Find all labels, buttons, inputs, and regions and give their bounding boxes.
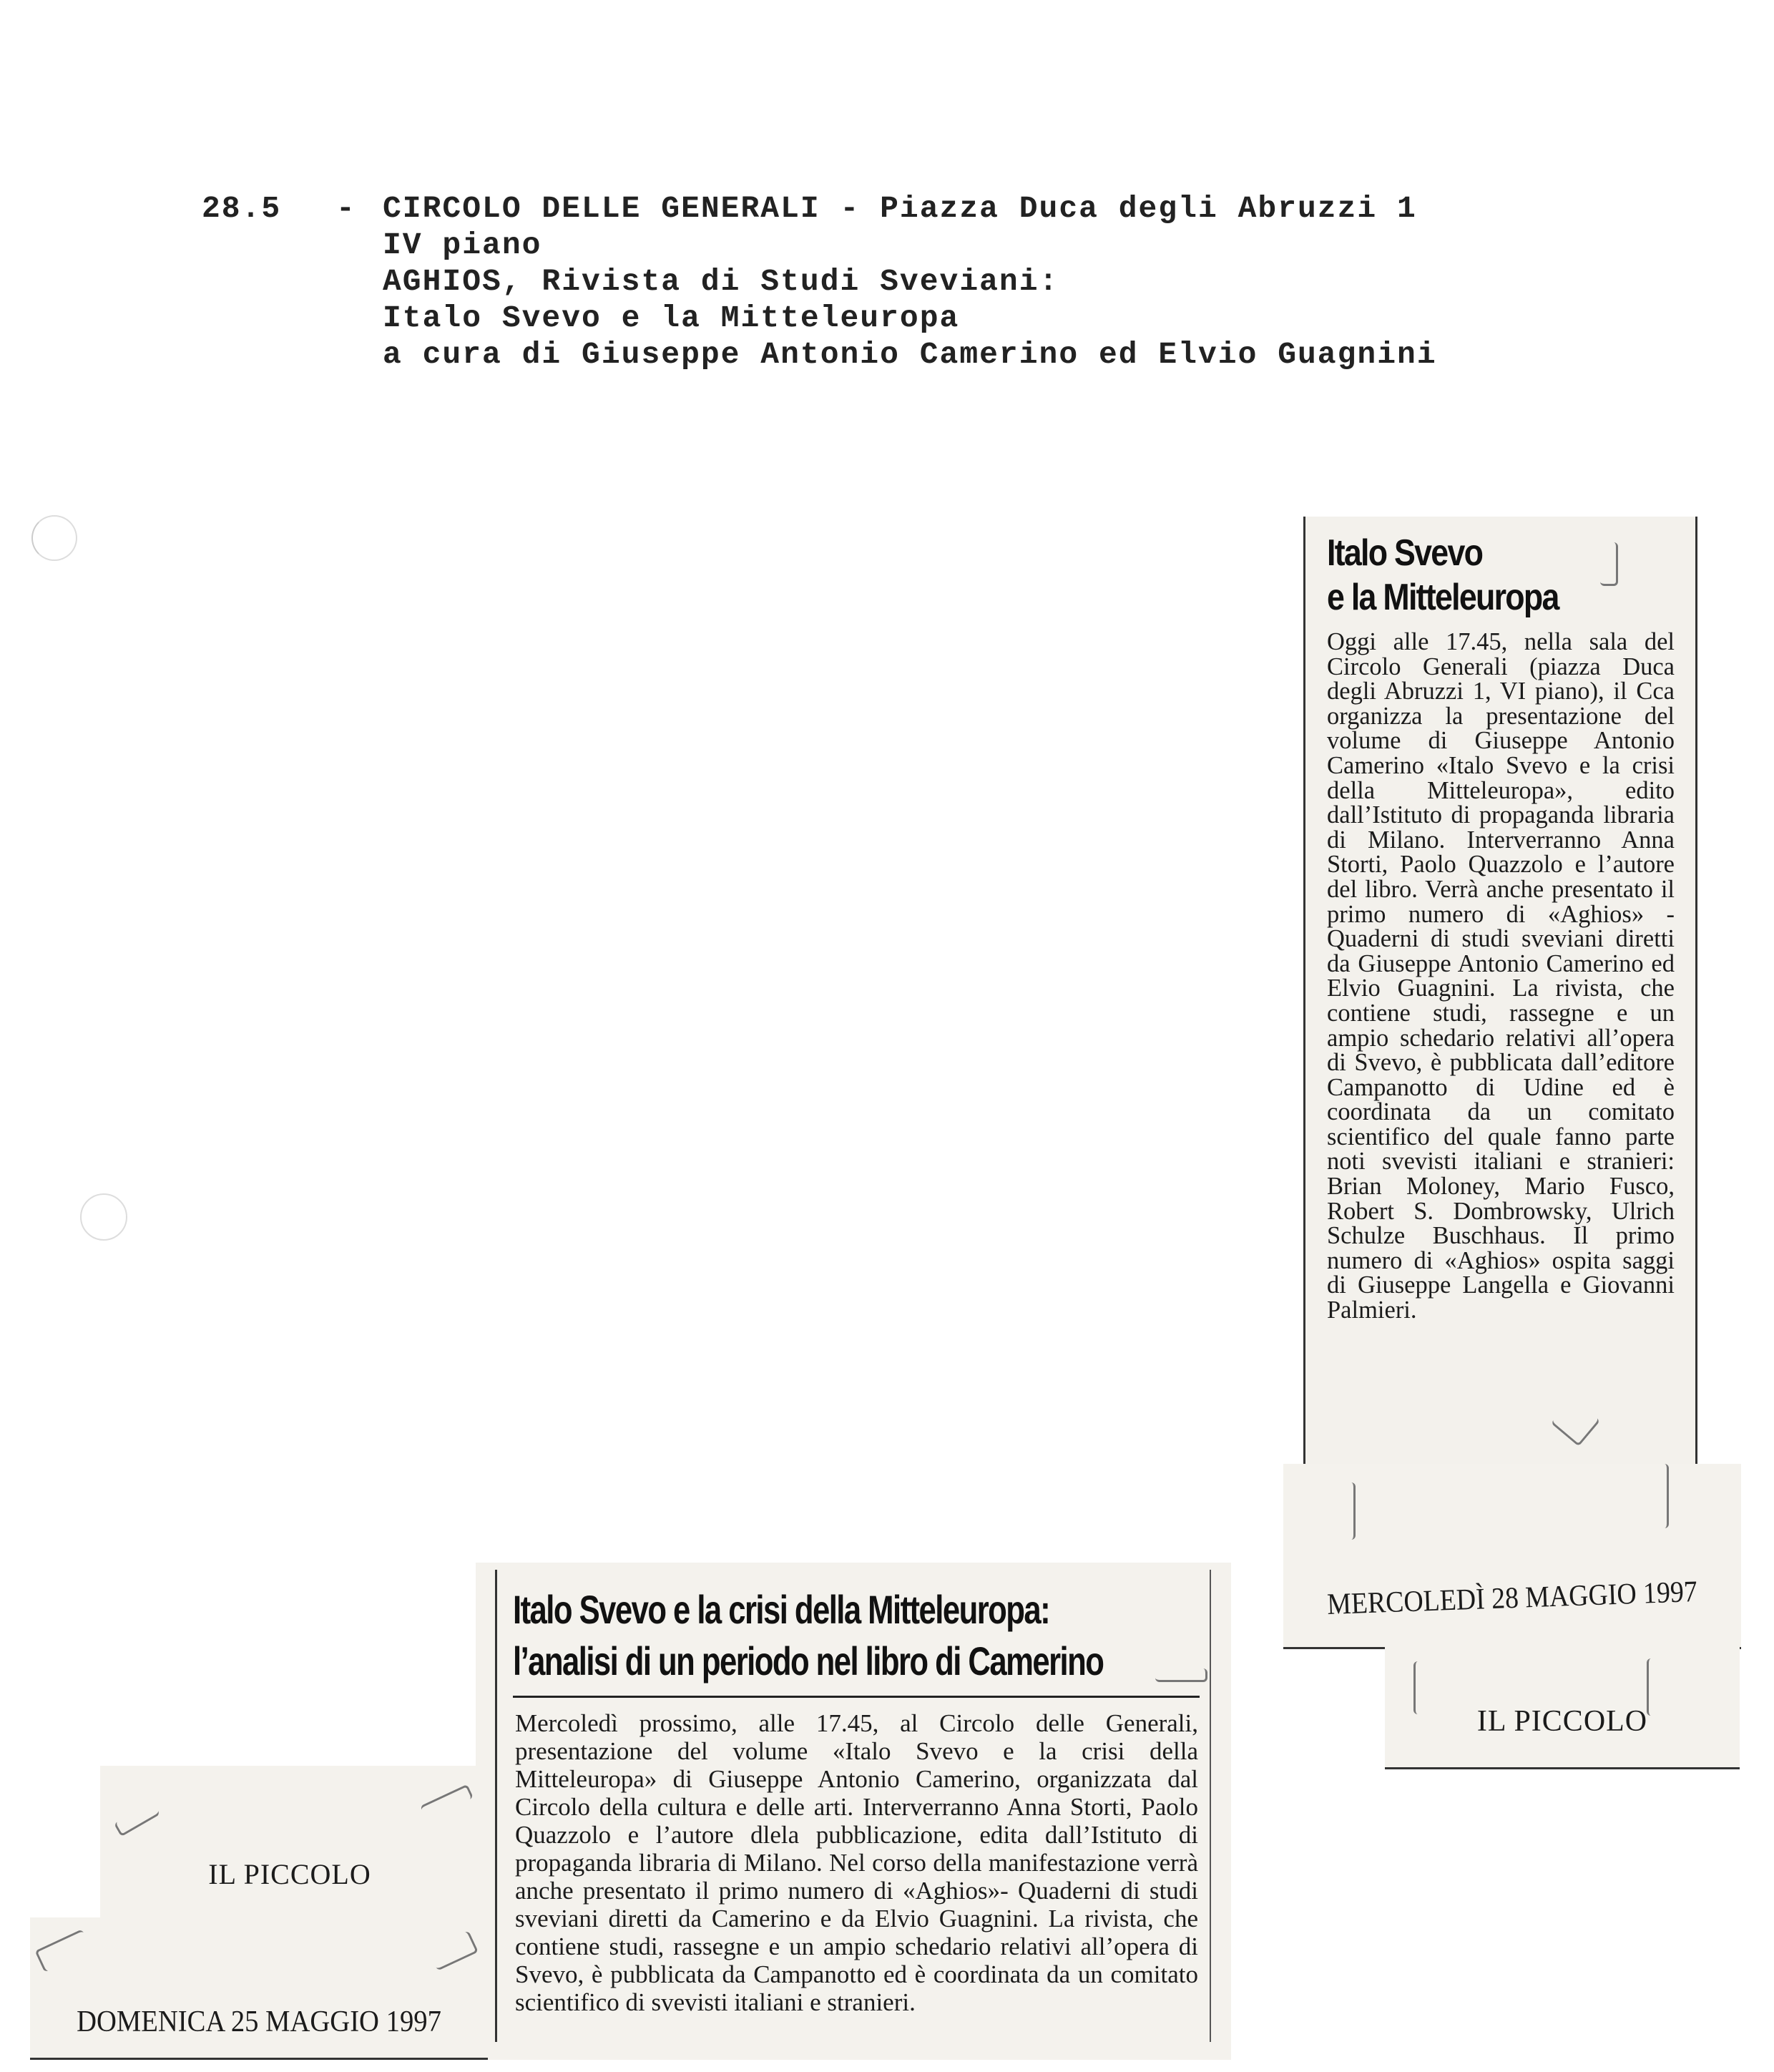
- staple-icon: [420, 1784, 474, 1820]
- staple-icon: [1551, 1397, 1600, 1447]
- binder-hole-top: [31, 515, 77, 561]
- clipping-border-right: [1210, 1570, 1211, 2042]
- source-date-label-right: [1283, 1464, 1741, 1649]
- source-date-label-left: [30, 1917, 488, 2060]
- staple-icon: [1155, 1668, 1207, 1682]
- staple-icon: [1342, 1482, 1356, 1540]
- clipping-right-paragraph: Oggi alle 17.45, nella sala del Circolo Generali (piazza Duca degli Abruzzi 1, VI piano), il Cca organizza la presentazione del volume di Giuseppe Antonio Camerino «Italo Svevo e la crisi della Mitteleuropa», edito dall’Istituto di propaganda libraria di Milano. Interverranno Anna Storti, Paolo Quazzolo e l’autore del libro. Verrà anche presentato il primo numero di «Aghios» - Quaderni di studi sveviani diretti da Giuseppe Antonio Camerino ed Elvio Guagnini. La rivista, che contiene studi, rassegne e un ampio schedario relativi all’opera di Svevo, è pubblicata dall’editore Campanotto di Udine ed è coordinata da un comitato scientifico del quale fanno parte noti svevisti italiani e stranieri: Brian Moloney, Mario Fusco, Robert S. Dombrowsky, Ulrich Schulze Buschhaus. Il primo numero di «Aghios» ospita saggi di Giuseppe Langella e Giovanni Palmieri.: [1327, 628, 1675, 1324]
- source-name-label-left: [100, 1766, 479, 1920]
- binder-hole-middle: [80, 1193, 127, 1241]
- clipping-right-date: MERCOLEDÌ 28 MAGGIO 1997: [1326, 1575, 1698, 1622]
- newspaper-clipping-bottom: [476, 1563, 1231, 2060]
- clipping-right-headline-line1: Italo Svevo: [1327, 532, 1483, 574]
- staple-icon: [1647, 1658, 1657, 1716]
- source-name-label-right: [1385, 1647, 1740, 1769]
- header-dash: -: [336, 191, 356, 226]
- clipping-bottom-headline: [513, 1584, 1127, 1687]
- event-date: 28.5: [202, 191, 282, 226]
- clipping-right-headline: [1327, 531, 1622, 620]
- newspaper-clipping-right: [1303, 517, 1697, 1481]
- typed-header: [202, 190, 1437, 373]
- clipping-right-body: [1327, 630, 1675, 1323]
- clipping-left-date: DOMENICA 25 MAGGIO 1997: [77, 2005, 441, 2038]
- staple-icon: [34, 1929, 92, 1973]
- clipping-border-left: [495, 1570, 497, 2042]
- clipping-bottom-body: [515, 1709, 1198, 2016]
- staple-icon: [1655, 1464, 1669, 1528]
- headline-divider: [513, 1696, 1200, 1698]
- clipping-right-source: IL PICCOLO: [1476, 1705, 1648, 1738]
- clipping-left-source: IL PICCOLO: [208, 1858, 371, 1890]
- header-journal-line: AGHIOS, Rivista di Studi Sveviani:: [383, 264, 1059, 299]
- header-editors-line: a cura di Giuseppe Antonio Camerino ed Elvio Guagnini: [383, 337, 1437, 372]
- clipping-bottom-headline-line1: Italo Svevo e la crisi della Mitteleuropa:: [513, 1587, 1050, 1632]
- clipping-bottom-headline-line2: l’analisi di un periodo nel libro di Camerino: [513, 1638, 1104, 1684]
- header-venue-line: CIRCOLO DELLE GENERALI - Piazza Duca degli Abruzzi 1: [383, 191, 1417, 226]
- clipping-right-headline-line2: e la Mitteleuropa: [1327, 577, 1559, 618]
- staple-icon: [1600, 542, 1618, 586]
- header-title-line: Italo Svevo e la Mitteleuropa: [383, 300, 960, 336]
- clipping-bottom-paragraph: Mercoledì prossimo, alle 17.45, al Circolo delle Generali, presentazione del volume «Italo Svevo e la crisi della Mitteleuropa» di Giuseppe Antonio Camerino, organizzata dal Circolo della cultura e delle arti. Interverranno Anna Storti, Paolo Quazzolo e l’autore dlela pubblicazione, edita dall’Istituto di propaganda libraria di Milano. Nel corso della manifestazione verrà anche presentato il primo numero di «Aghios»- Quaderni di studi sveviani diretti da Camerino e da Elvio Guagnini. La rivista, che contiene studi, rassegne e un ampio schedario relativi all’opera di Svevo, è pubblicata da Campanotto ed è coordinata da un comitato scientifico di svevisti italiani e stranieri.: [515, 1709, 1198, 2016]
- header-floor-line: IV piano: [383, 228, 542, 263]
- staple-icon: [428, 1930, 479, 1971]
- staple-icon: [114, 1802, 160, 1837]
- staple-icon: [1413, 1661, 1424, 1714]
